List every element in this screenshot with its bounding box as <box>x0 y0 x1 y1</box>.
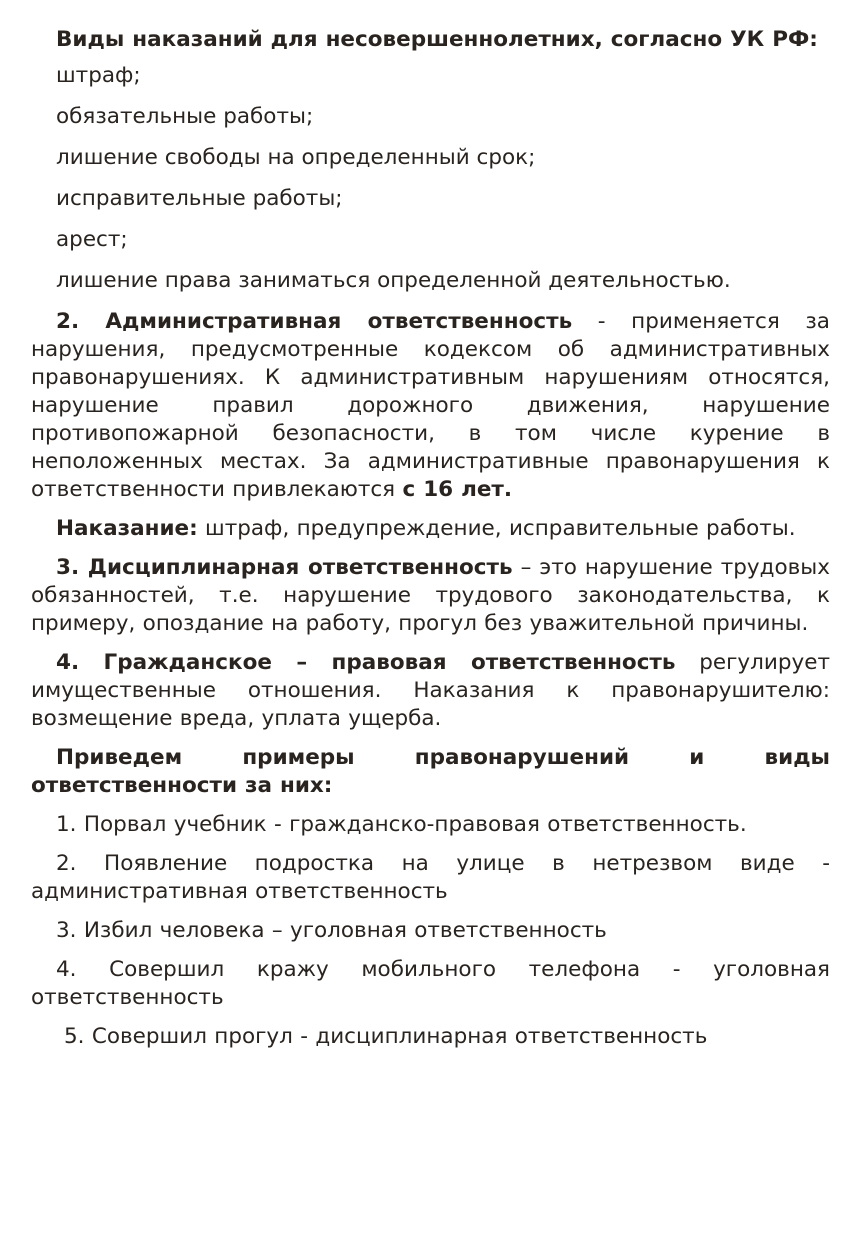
admin-text: - применяется за нарушения, предусмотренные кодексом об административных правонарушениях. К административным нарушениям относятся, нарушение правил дорожного движения, нарушение противопожарной безопасности, в том числе курение в неположенных местах. За административные правонарушения к ответственности привлекаются <box>31 309 830 502</box>
admin-title: 2. Административная ответственность <box>56 309 573 334</box>
punishment-label: Наказание: <box>56 516 198 541</box>
civil-paragraph <box>31 649 830 733</box>
admin-paragraph <box>31 308 830 504</box>
disciplinary-title: 3. Дисциплинарная ответственность <box>56 555 513 580</box>
punishment-list <box>31 62 830 295</box>
civil-text: регулирует имущественные отношения. Наказания к правонарушителю: возмещение вреда, уплата ущерба. <box>31 650 830 731</box>
list-item: лишение права заниматься определенной деятельностью. <box>56 268 731 293</box>
list-item: лишение свободы на определенный срок; <box>56 145 536 170</box>
list-item: обязательные работы; <box>56 104 314 129</box>
example-item: 2. Появление подростка на улице в нетрезвом виде - административная ответственность <box>31 851 830 904</box>
punishment-paragraph <box>31 515 830 543</box>
list-item: арест; <box>56 227 128 252</box>
admin-age: с 16 лет. <box>402 477 513 502</box>
example-item: 1. Порвал учебник - гражданско-правовая ответственность. <box>56 812 747 837</box>
examples-heading: Приведем примеры правонарушений и виды ответственности за них: <box>31 745 830 798</box>
punishment-text: штраф, предупреждение, исправительные работы. <box>197 516 796 541</box>
disciplinary-text: – это нарушение трудовых обязанностей, т.е. нарушение трудового законодательства, к примеру, опоздание на работу, прогул без уважительной причины. <box>31 555 830 636</box>
example-item: 5. Совершил прогул - дисциплинарная ответственность <box>64 1024 708 1049</box>
example-item: 3. Избил человека – уголовная ответственность <box>56 918 607 943</box>
example-item: 4. Совершил кражу мобильного телефона - уголовная ответственность <box>31 957 830 1010</box>
disciplinary-paragraph <box>31 554 830 638</box>
list-item: исправительные работы; <box>56 186 343 211</box>
list-item: штраф; <box>56 63 141 88</box>
civil-title: 4. Гражданское – правовая ответственность <box>56 650 676 675</box>
section-heading: Виды наказаний для несовершеннолетних, согласно УК РФ: <box>56 27 818 52</box>
